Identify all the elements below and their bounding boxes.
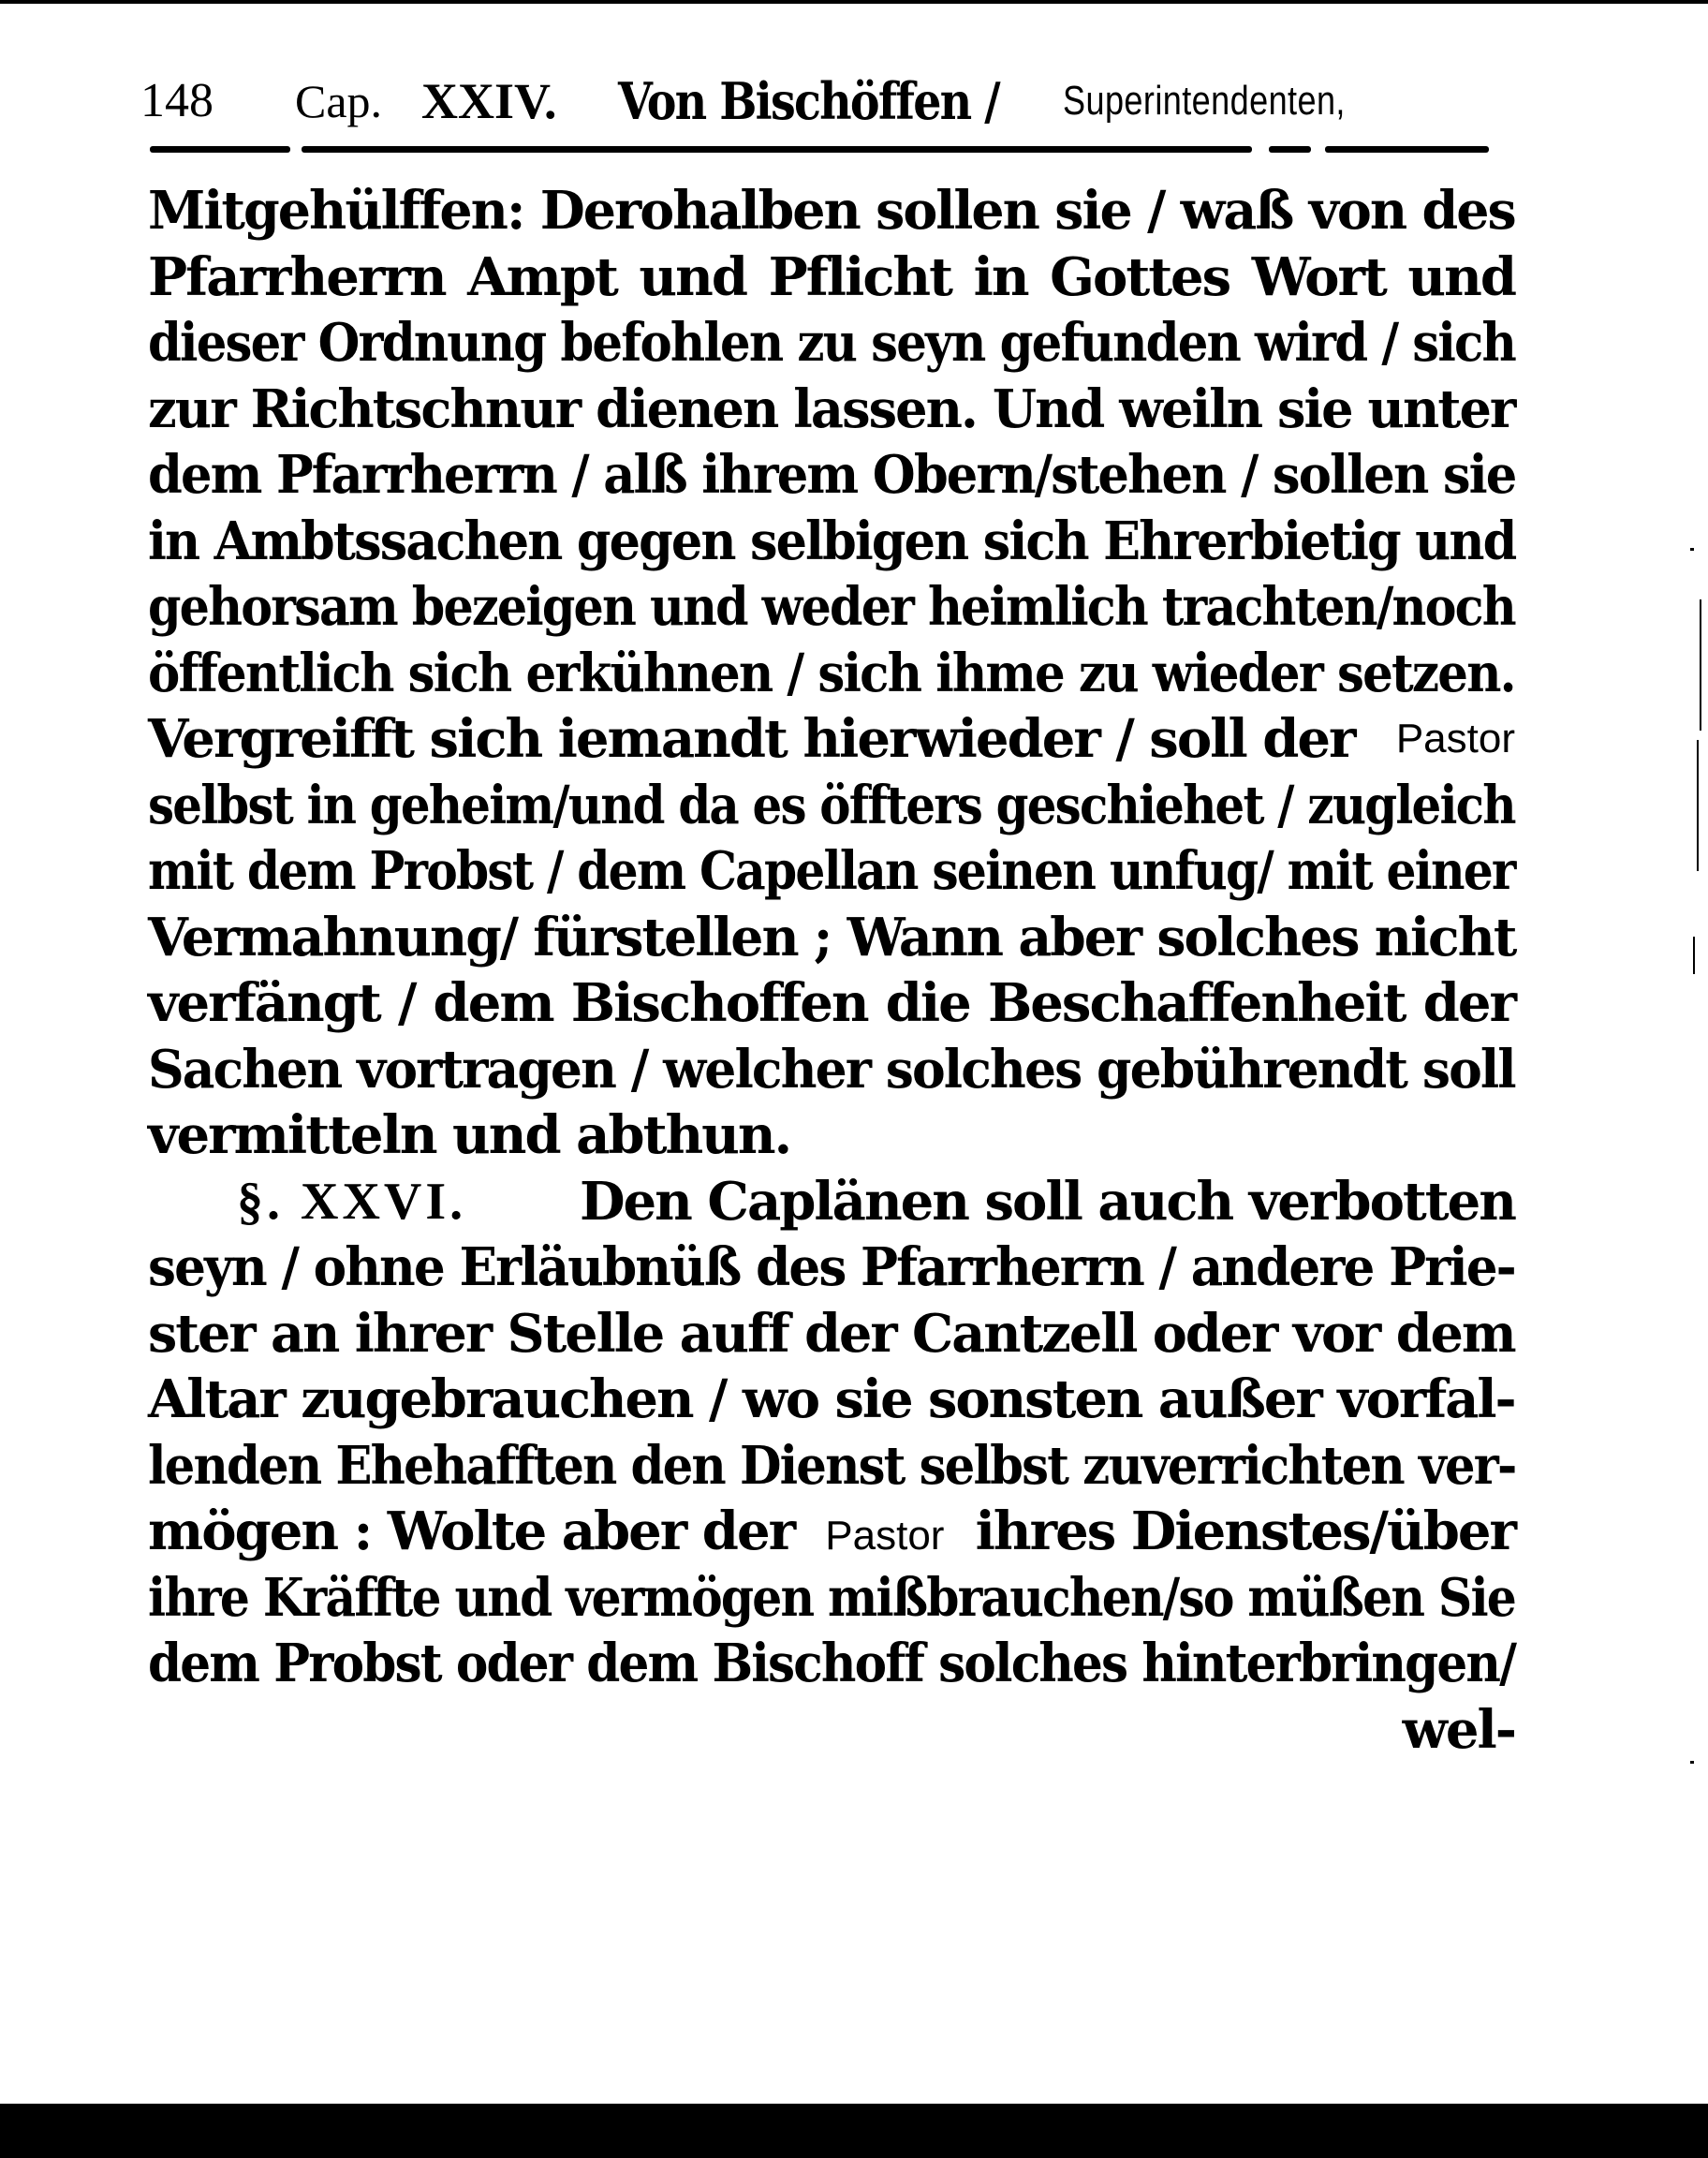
latin-word-pastor: Pastor (825, 1513, 945, 1559)
page-number: 148 (140, 74, 214, 127)
text-line: lenden Ehehafften den Dienst selbst zuverrichten ver- (148, 1434, 1516, 1497)
text-line: ster an ihrer Stelle auff der Cantzell oder vor dem (148, 1302, 1515, 1365)
header-rule-segment (1325, 146, 1489, 153)
text-line: Altar zugebrauchen / wo sie sonsten außer vorfal- (148, 1368, 1515, 1430)
text-line: selbst in geheim/und da es öffters geschiehet / zugleich (148, 774, 1515, 836)
text-line: dieser Ordnung befohlen zu seyn gefunden wird / sich (148, 312, 1515, 374)
scan-edge-mark (1693, 937, 1695, 974)
scan-edge-mark (1700, 599, 1701, 731)
text-line: vermitteln und abthun. (148, 1104, 791, 1166)
catchword: wel- (1402, 1698, 1515, 1761)
chapter-number: XXIV. (421, 73, 557, 129)
text-line: gehorsam bezeigen und weder heimlich trachten/noch (148, 576, 1515, 638)
text-line: mit dem Probst / dem Capellan seinen unfug/ mit einer (148, 840, 1515, 902)
scan-speck (1690, 1761, 1694, 1764)
text-line: dem Pfarrherrn / alß ihrem Obern/stehen / sollen sie (148, 444, 1516, 506)
latin-word-pastor: Pastor (1395, 716, 1515, 761)
section-heading-line: §. XXVI. Den Caplänen soll auch verbotten (148, 1169, 1515, 1235)
text-line: dem Probst oder dem Bischoff solches hinterbringen/ (148, 1633, 1516, 1694)
scan-bottom-edge (0, 2104, 1708, 2158)
text-line: öffentlich sich erkühnen / sich ihme zu wieder setzen. (148, 642, 1515, 704)
text-line: verfängt / dem Bischoffen die Beschaffenheit der (148, 972, 1515, 1034)
body-text (148, 178, 1515, 1763)
scan-top-edge (0, 0, 1708, 4)
text-line: Vergreifft sich iemandt hierwieder / soll der Pastor (148, 706, 1515, 773)
scan-speck (1690, 548, 1694, 551)
page-header (140, 64, 1517, 139)
text-line: Pfarrherrn Ampt und Pflicht in Gottes Wort und (148, 245, 1515, 308)
text-line: ihre Kräffte und vermögen mißbrauchen/so müßen Sie (148, 1566, 1516, 1629)
running-title-latin: Superintendenten, (1063, 78, 1346, 124)
header-rule-segment (302, 146, 1252, 153)
text-line: Sachen vortragen / welcher solches gebührendt soll (148, 1038, 1515, 1101)
text-line: Mitgehülffen: Derohalben sollen sie / waß von des (148, 180, 1515, 242)
text-line: seyn / ohne Erläubnüß des Pfarrherrn / andere Prie- (148, 1236, 1515, 1298)
text-line: mögen : Wolte aber der Pastor ihres Dienstes/über (148, 1499, 1515, 1565)
header-rule-segment (1269, 146, 1311, 153)
text-line: in Ambtssachen gegen selbigen sich Ehrerbietig und (148, 510, 1516, 572)
section-mark: §. XXVI. (237, 1172, 467, 1231)
text-line: zur Richtschnur dienen lassen. Und weiln sie unter (148, 377, 1515, 440)
header-rule-segment (150, 146, 290, 153)
scan-edge-mark (1697, 740, 1699, 871)
running-title-fraktur: Von Bischöffen / (618, 71, 999, 131)
chapter-label: Cap. (295, 75, 383, 127)
text-line: Vermahnung/ fürstellen ; Wann aber solches nicht (148, 906, 1516, 968)
